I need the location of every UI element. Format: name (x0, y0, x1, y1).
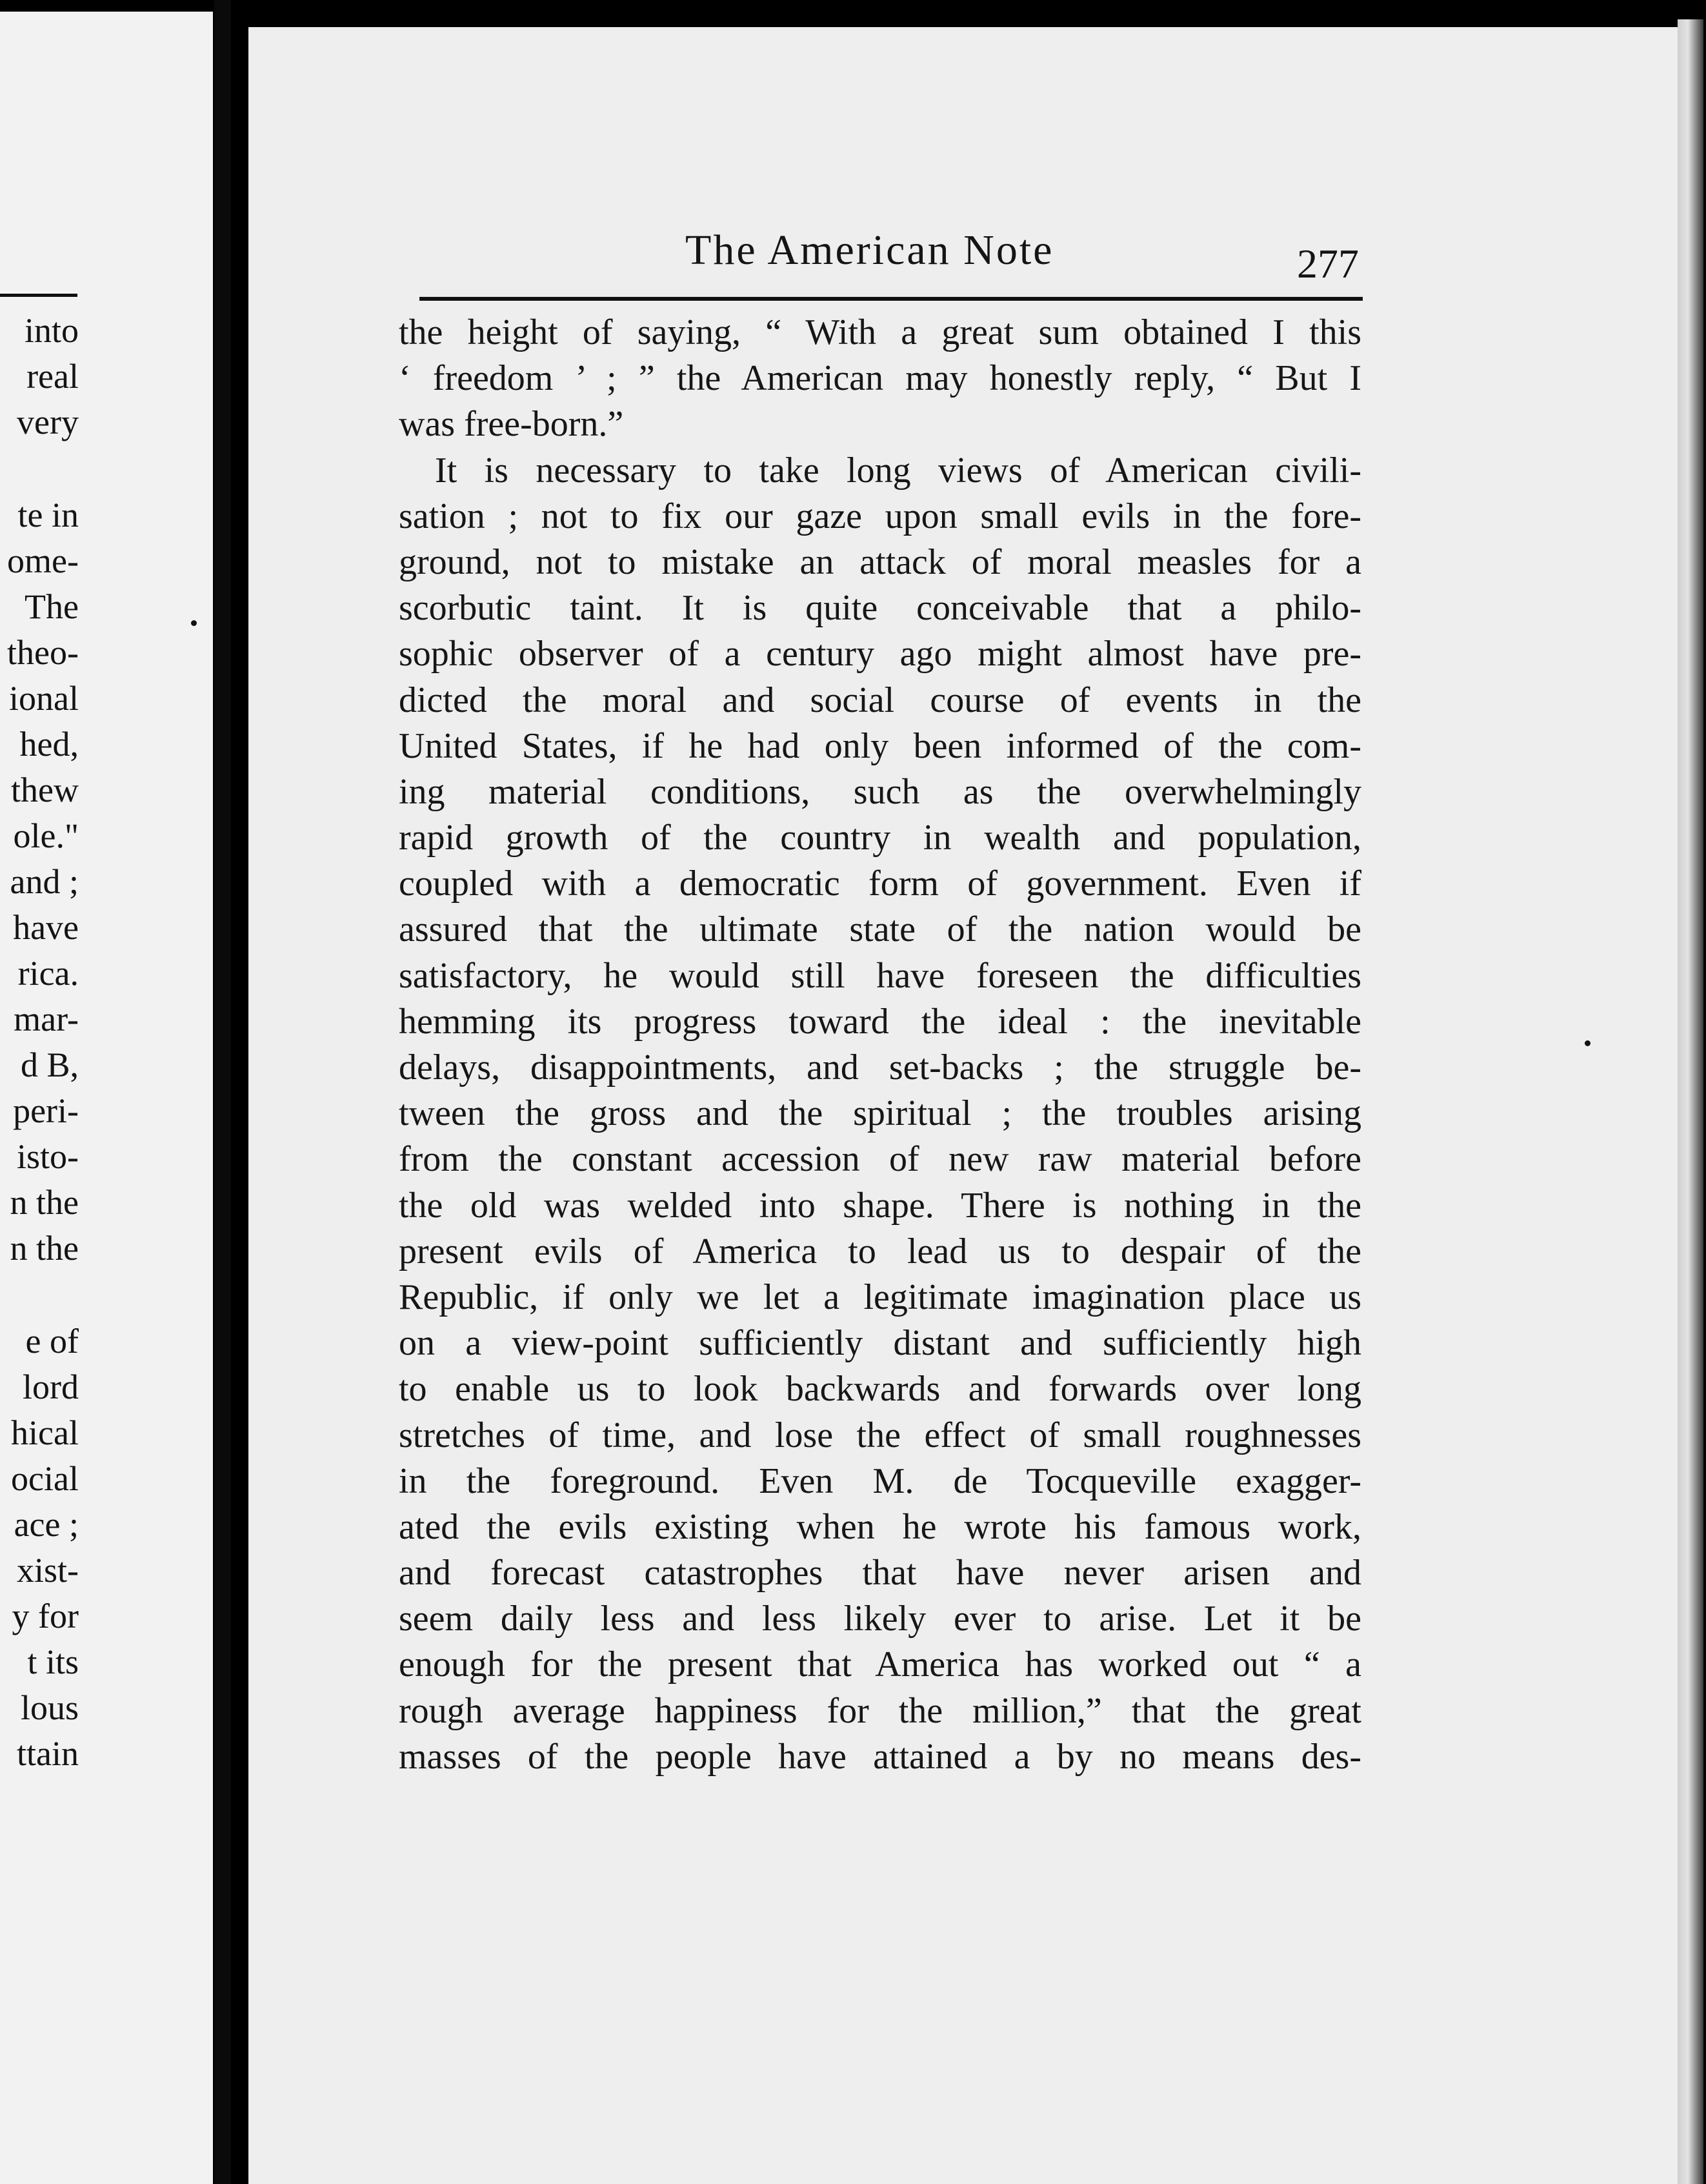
previous-page-line: lous (20, 1688, 79, 1727)
page-body (399, 310, 1361, 1780)
text-line: assured that the ultimate state of the nation would be (399, 909, 1361, 950)
previous-page-line: real (26, 357, 79, 396)
text-line: from the constant accession of new raw material before (399, 1139, 1361, 1180)
previous-page-line: lord (23, 1368, 79, 1406)
text-line: United States, if he had only been informed of the com- (399, 725, 1361, 766)
previous-page-line: and ; (10, 862, 79, 901)
previous-page-line: hed, (19, 725, 79, 763)
previous-page-line: have (13, 908, 79, 947)
previous-page-line: t its (27, 1643, 79, 1681)
text-line: scorbutic taint. It is quite conceivable that a philo- (399, 588, 1361, 629)
previous-page-line: mar- (14, 1000, 79, 1038)
text-line: rough average happiness for the million,” that the great (399, 1690, 1361, 1731)
text-line: coupled with a democratic form of government. Even if (399, 864, 1361, 904)
text-line: sophic observer of a century ago might almost have pre- (399, 634, 1361, 674)
text-line: the old was welded into shape. There is nothing in the (399, 1185, 1361, 1226)
text-line: ground, not to mistake an attack of moral measles for a (399, 541, 1361, 582)
previous-page-line: ional (9, 679, 79, 718)
scan-top-border (248, 0, 1706, 27)
previous-page-line: ocial (11, 1459, 79, 1498)
text-line: seem daily less and less likely ever to arise. Let it be (399, 1599, 1361, 1639)
page-number: 277 (1297, 241, 1359, 287)
previous-page-line: y for (12, 1597, 79, 1635)
text-line: dicted the moral and social course of events in the (399, 680, 1361, 720)
text-line: was free-born.” (399, 404, 624, 445)
text-line: stretches of time, and lose the effect of small roughnesses (399, 1415, 1361, 1455)
previous-page-line: The (25, 587, 79, 626)
text-line: enough for the present that America has worked out “ a (399, 1644, 1361, 1685)
running-head: The American Note (685, 227, 1054, 274)
previous-page-line: ome- (7, 541, 79, 580)
page-edge (1678, 19, 1703, 2184)
text-line: It is necessary to take long views of American civili- (435, 450, 1361, 490)
previous-page-line: ttain (17, 1734, 79, 1773)
text-line: ated the evils existing when he wrote his famous work, (399, 1506, 1361, 1547)
previous-page-line: n the (10, 1229, 79, 1268)
text-line: hemming its progress toward the ideal : the inevitable (399, 1001, 1361, 1042)
previous-page-line: hical (11, 1413, 79, 1452)
text-line: tween the gross and the spiritual ; the troubles arising (399, 1093, 1361, 1134)
text-line: ing material conditions, such as the overwhelmingly (399, 771, 1361, 812)
previous-page-line: ole." (13, 816, 79, 855)
text-line: present evils of America to lead us to despair of the (399, 1231, 1361, 1271)
previous-page (0, 12, 213, 2184)
previous-page-line: d B, (20, 1046, 79, 1084)
text-line: rapid growth of the country in wealth and population, (399, 818, 1361, 858)
text-line: in the foreground. Even M. de Tocqueville exagger- (399, 1461, 1361, 1501)
previous-page-line: e of (25, 1322, 79, 1360)
previous-page-line: peri- (13, 1091, 79, 1130)
text-line: the height of saying, “ With a great sum obtained I this (399, 312, 1361, 352)
previous-page-line: n the (10, 1183, 79, 1222)
text-line: on a view-point sufficiently distant and sufficiently high (399, 1323, 1361, 1364)
text-line: delays, disappointments, and set-backs ; the struggle be- (399, 1047, 1361, 1087)
scan-speck (1585, 1040, 1591, 1046)
scan-speck (191, 620, 197, 626)
text-line: satisfactory, he would still have foreseen the difficulties (399, 955, 1361, 996)
previous-page-line: te in (17, 496, 79, 534)
previous-page-head-rule (0, 294, 77, 297)
previous-page-line: rica. (17, 954, 79, 993)
previous-page-line: isto- (16, 1137, 79, 1176)
header-rule (419, 297, 1363, 301)
text-line: sation ; not to fix our gaze upon small evils in the fore- (399, 496, 1361, 536)
text-line: masses of the people have attained a by no means des- (399, 1736, 1361, 1777)
text-line: Republic, if only we let a legitimate imagination place us (399, 1277, 1361, 1317)
previous-page-line: thew (11, 771, 79, 809)
text-line: to enable us to look backwards and forwards over long (399, 1369, 1361, 1410)
previous-page-line: very (17, 403, 79, 441)
text-line: ‘ freedom ’ ; ” the American may honestly reply, “ But I (399, 358, 1361, 399)
previous-page-line: into (24, 311, 79, 350)
book-gutter (214, 0, 231, 2184)
previous-page-line: theo- (7, 633, 79, 672)
previous-page-line: xist- (16, 1551, 79, 1590)
text-line: and forecast catastrophes that have never arisen and (399, 1553, 1361, 1593)
previous-page-line: ace ; (14, 1505, 79, 1544)
